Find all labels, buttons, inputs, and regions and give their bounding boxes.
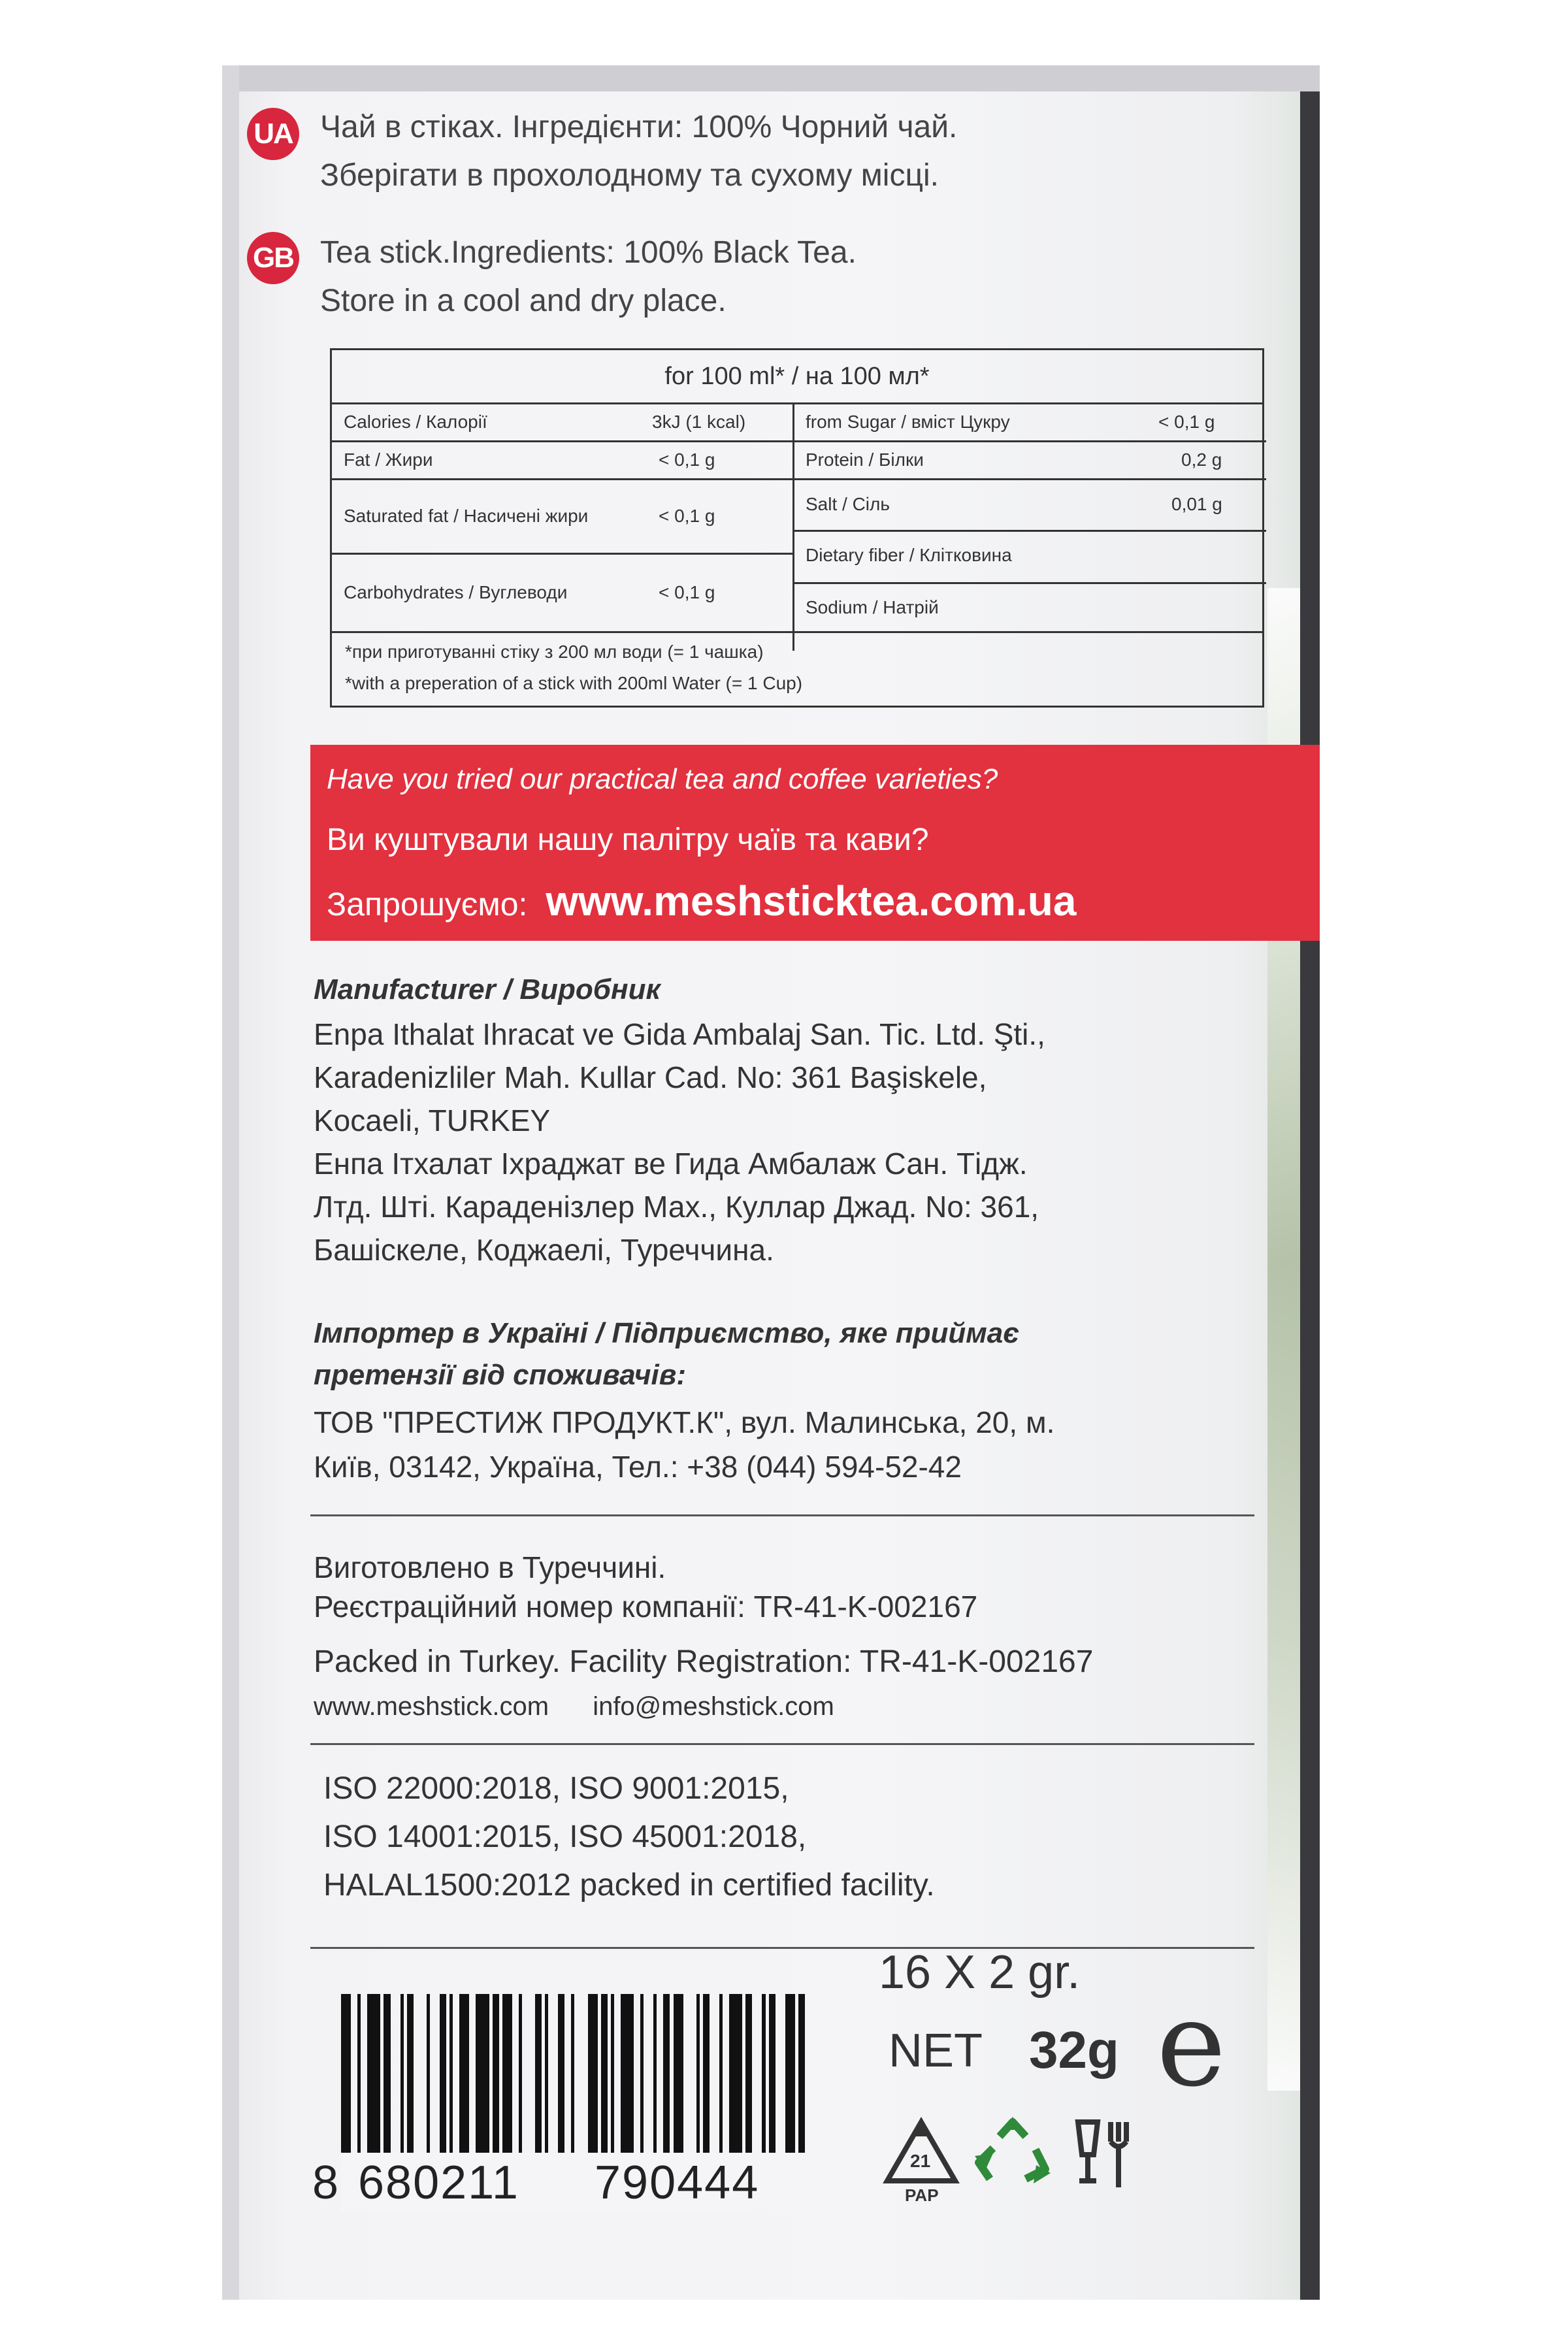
- nutrition-fat-label: Fat / Жири: [344, 449, 433, 470]
- gb-ingredients: Tea stick.Ingredients: 100% Black Tea.: [320, 235, 857, 270]
- package-left-edge: [222, 65, 239, 2300]
- nutrition-table: [330, 348, 1264, 708]
- manufacturer-line: Enpa Ithalat Ihracat ve Gida Ambalaj San. Tic. Ltd. Şti.,: [314, 1017, 1045, 1051]
- ua-badge: UA: [247, 108, 299, 160]
- origin-registration-ua: Реєстраційний номер компанії: TR-41-K-002167: [314, 1590, 978, 1624]
- importer-address: Київ, 03142, Україна, Тел.: +38 (044) 594-52-42: [314, 1450, 962, 1484]
- importer-title-cont: претензії від споживачів:: [314, 1359, 686, 1391]
- barcode-digits-left: 680211: [358, 2157, 519, 2209]
- nutrition-sugar-label: from Sugar / вміст Цукру: [806, 412, 1010, 432]
- manufacturer-line: Kocaeli, TURKEY: [314, 1103, 551, 1137]
- barcode-digits-right: 790444: [595, 2157, 760, 2209]
- nutrition-footnote-en: *with a preperation of a stick with 200ml Water (= 1 Cup): [345, 673, 803, 693]
- nutrition-row-line: [332, 553, 792, 555]
- promo-invite: [327, 877, 1076, 925]
- origin-made-in: Виготовлено в Туреччині.: [314, 1550, 666, 1584]
- divider: [310, 1947, 1254, 1949]
- estimated-sign-icon: e: [1156, 1976, 1226, 2113]
- recycling-arrows-icon: [973, 2117, 1052, 2189]
- nutrition-row-line: [792, 478, 1266, 480]
- nutrition-row-line: [792, 582, 1266, 584]
- nutrition-fat-value: < 0,1 g: [659, 449, 715, 470]
- manufacturer-line: Енпа Ітхалат Іхраджат ве Гида Амбалаж Сан. Тідж.: [314, 1147, 1028, 1181]
- nutrition-sugar-value: < 0,1 g: [1158, 412, 1215, 432]
- iso-line: ISO 14001:2015, ISO 45001:2018,: [323, 1820, 807, 1854]
- manufacturer-line: Башіскеле, Коджаелі, Туреччина.: [314, 1233, 774, 1267]
- iso-line: HALAL1500:2012 packed in certified facility.: [323, 1868, 935, 1903]
- package-top-edge: [222, 65, 1320, 91]
- food-contact-glass-fork-icon: [1065, 2115, 1143, 2194]
- gb-badge: GB: [247, 232, 299, 284]
- origin-contacts: [314, 1692, 834, 1722]
- email-link[interactable]: info@meshstick.com: [593, 1692, 834, 1721]
- importer-title: Імпортер в Україні / Підприємство, яке приймає: [314, 1317, 1019, 1349]
- nutrition-protein-label: Protein / Білки: [806, 449, 924, 470]
- promo-question-en: Have you tried our practical tea and coffee varieties?: [327, 763, 998, 795]
- recycle-code: 21: [910, 2151, 931, 2171]
- promo-url-link[interactable]: www.meshsticktea.com.ua: [546, 877, 1077, 924]
- promo-question-ua: Ви куштували нашу палітру чаїв та кави?: [327, 823, 929, 857]
- nutrition-carbs-label: Carbohydrates / Вуглеводи: [344, 582, 568, 602]
- nutrition-row-line: [332, 478, 792, 480]
- barcode-digit-first: 8: [312, 2157, 340, 2209]
- nutrition-fiber-label: Dietary fiber / Клітковина: [806, 545, 1012, 565]
- ua-ingredients: Чай в стіках. Інгредієнти: 100% Чорний чай.: [320, 110, 958, 144]
- nutrition-saturated-value: < 0,1 g: [659, 506, 715, 526]
- nutrition-row-line: [332, 440, 792, 442]
- nutrition-sodium-label: Sodium / Натрій: [806, 597, 939, 617]
- pack-count: 16 X 2 gr.: [879, 1946, 1081, 1999]
- nutrition-saturated-label: Saturated fat / Насичені жири: [344, 506, 589, 526]
- nutrition-row-line: [792, 440, 1266, 442]
- nutrition-header: for 100 ml* / на 100 мл*: [332, 350, 1262, 404]
- net-label: NET: [889, 2025, 983, 2077]
- divider: [310, 1743, 1254, 1745]
- website-link[interactable]: www.meshstick.com: [314, 1692, 549, 1721]
- manufacturer-line: Karadenizliler Mah. Kullar Cad. No: 361 Başiskele,: [314, 1060, 987, 1094]
- nutrition-salt-value: 0,01 g: [1171, 494, 1222, 514]
- nutrition-calories-label: Calories / Калорії: [344, 412, 487, 432]
- importer-address: ТОВ "ПРЕСТИЖ ПРОДУКТ.К", вул. Малинська, 20, м.: [314, 1405, 1055, 1439]
- nutrition-carbs-value: < 0,1 g: [659, 582, 715, 602]
- ua-storage: Зберігати в прохолодному та сухому місці.: [320, 158, 939, 193]
- nutrition-divider: [792, 402, 794, 651]
- nutrition-protein-value: 0,2 g: [1181, 449, 1222, 470]
- gb-storage: Store in a cool and dry place.: [320, 284, 727, 318]
- nutrition-row-line: [332, 631, 1262, 633]
- recycle-label: PAP: [905, 2185, 939, 2205]
- nutrition-footnote-ua: *при приготуванні стіку з 200 мл води (= 1 чашка): [345, 642, 764, 662]
- divider: [310, 1514, 1254, 1516]
- promo-invite-prefix: Запрошуємо:: [327, 886, 528, 923]
- manufacturer-line: Лтд. Шті. Караденізлер Мах., Куллар Джад. No: 361,: [314, 1190, 1039, 1224]
- net-weight: 32g: [1029, 2021, 1119, 2079]
- origin-registration-en: Packed in Turkey. Facility Registration: TR-41-K-002167: [314, 1644, 1094, 1679]
- nutrition-calories-value: 3kJ (1 kcal): [652, 412, 746, 432]
- manufacturer-title: Manufacturer / Виробник: [314, 973, 661, 1005]
- nutrition-row-line: [792, 530, 1266, 532]
- nutrition-salt-label: Salt / Сіль: [806, 494, 890, 514]
- package-right-edge: [1300, 91, 1320, 2300]
- iso-line: ISO 22000:2018, ISO 9001:2015,: [323, 1771, 789, 1806]
